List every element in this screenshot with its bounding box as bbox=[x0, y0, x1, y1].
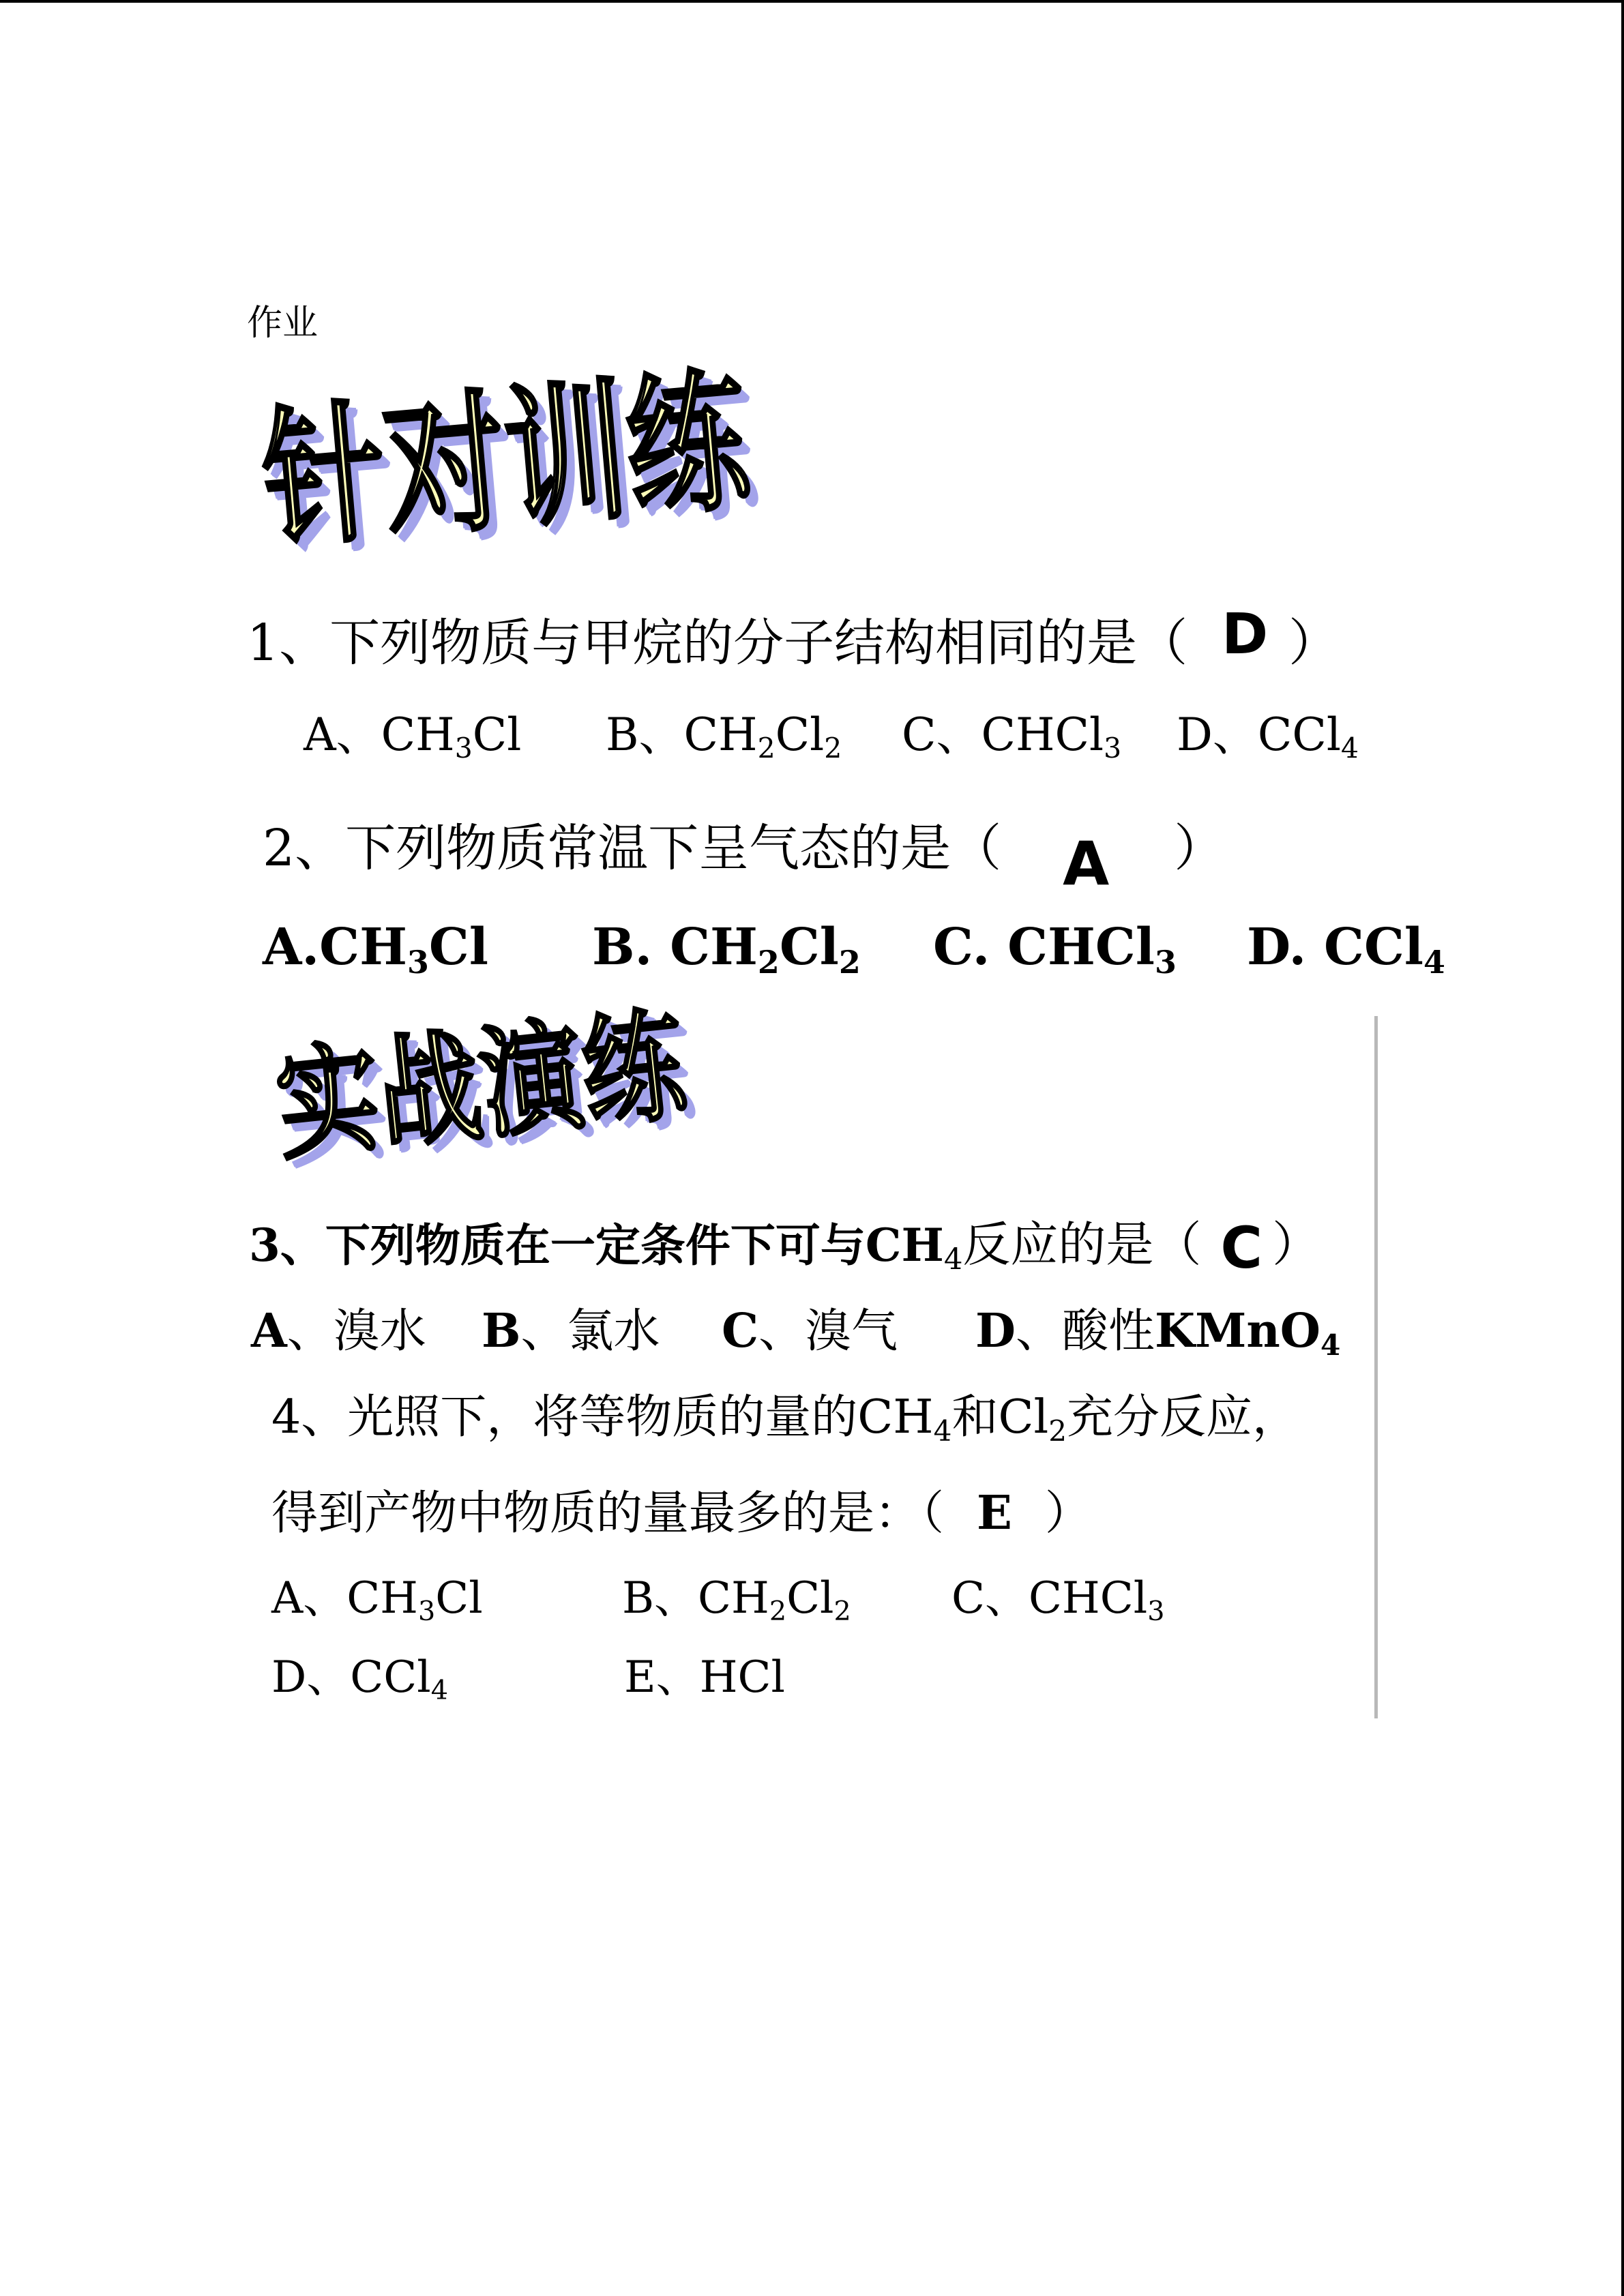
question-4-answer: E bbox=[977, 1486, 1012, 1540]
question-4-close: ） bbox=[1044, 1487, 1091, 1540]
question-2-close: ） bbox=[1174, 819, 1225, 878]
question-3-option-c: C、溴气 bbox=[722, 1304, 898, 1358]
question-3-stem: 3、下列物质在一定条件下可与$CH_4$反应的是（ C ） bbox=[249, 1214, 1320, 1281]
question-2-option-b: B. $CH_2Cl_2$ bbox=[592, 918, 861, 981]
question-2-answer: A bbox=[1063, 829, 1110, 899]
question-4-line-2: 得到产物中物质的量最多的是：（ E ） bbox=[271, 1486, 1091, 1540]
question-3-option-d: D、酸性KMnO$_4$ bbox=[975, 1304, 1341, 1362]
question-1-answer: D bbox=[1222, 602, 1269, 667]
question-1-close: ） bbox=[1288, 614, 1340, 672]
question-2-option-a: $A.CH_3Cl$ bbox=[263, 918, 488, 981]
question-1-option-b: B、$CH_2Cl_2$ bbox=[606, 709, 842, 765]
vertical-divider bbox=[1374, 1016, 1378, 1718]
question-4-option-a: A、$CH_3Cl$ bbox=[271, 1573, 483, 1628]
question-4-option-d: D、CCl$_4$ bbox=[271, 1652, 448, 1707]
question-3-option-a: A、溴水 bbox=[251, 1304, 426, 1358]
question-2-stem bbox=[263, 815, 1225, 899]
question-3-text: 3、下列物质在一定条件下可与CH bbox=[249, 1219, 944, 1272]
question-3-answer: C bbox=[1220, 1214, 1263, 1281]
section-title-practical-drill: 实战演练 bbox=[269, 995, 692, 1178]
question-1-option-c: C、CHCl$_3$ bbox=[902, 709, 1122, 765]
question-4-option-b: B、$CH_2Cl_2$ bbox=[622, 1573, 851, 1628]
question-3-close: ） bbox=[1272, 1217, 1320, 1272]
page-border-right bbox=[1621, 0, 1624, 2296]
question-4-option-e: E、HCl bbox=[624, 1652, 785, 1703]
question-4-line-1: 4、光照下，将等物质的量的$CH_4$和$Cl_2$充分反应， bbox=[271, 1390, 1299, 1448]
section-title-targeted-training: 针对训练 bbox=[256, 352, 756, 571]
question-3-option-b: B、氯水 bbox=[482, 1304, 660, 1358]
question-2-option-d: D. CCl$_4$ bbox=[1247, 918, 1445, 981]
question-2-text: 2、下列物质常温下呈气态的是（ bbox=[263, 819, 1002, 878]
page-border-top bbox=[0, 0, 1624, 3]
question-1-stem bbox=[247, 602, 1340, 672]
question-1-text: 1、下列物质与甲烷的分子结构相同的是（ bbox=[247, 614, 1188, 672]
question-4-option-c: C、CHCl$_3$ bbox=[951, 1573, 1165, 1628]
question-1-option-a: A、$CH_3Cl$ bbox=[304, 709, 522, 765]
question-1-option-d: D、CCl$_4$ bbox=[1177, 709, 1359, 765]
homework-label: 作业 bbox=[247, 303, 319, 344]
question-2-option-c: C. CHCl$_3$ bbox=[933, 918, 1177, 981]
